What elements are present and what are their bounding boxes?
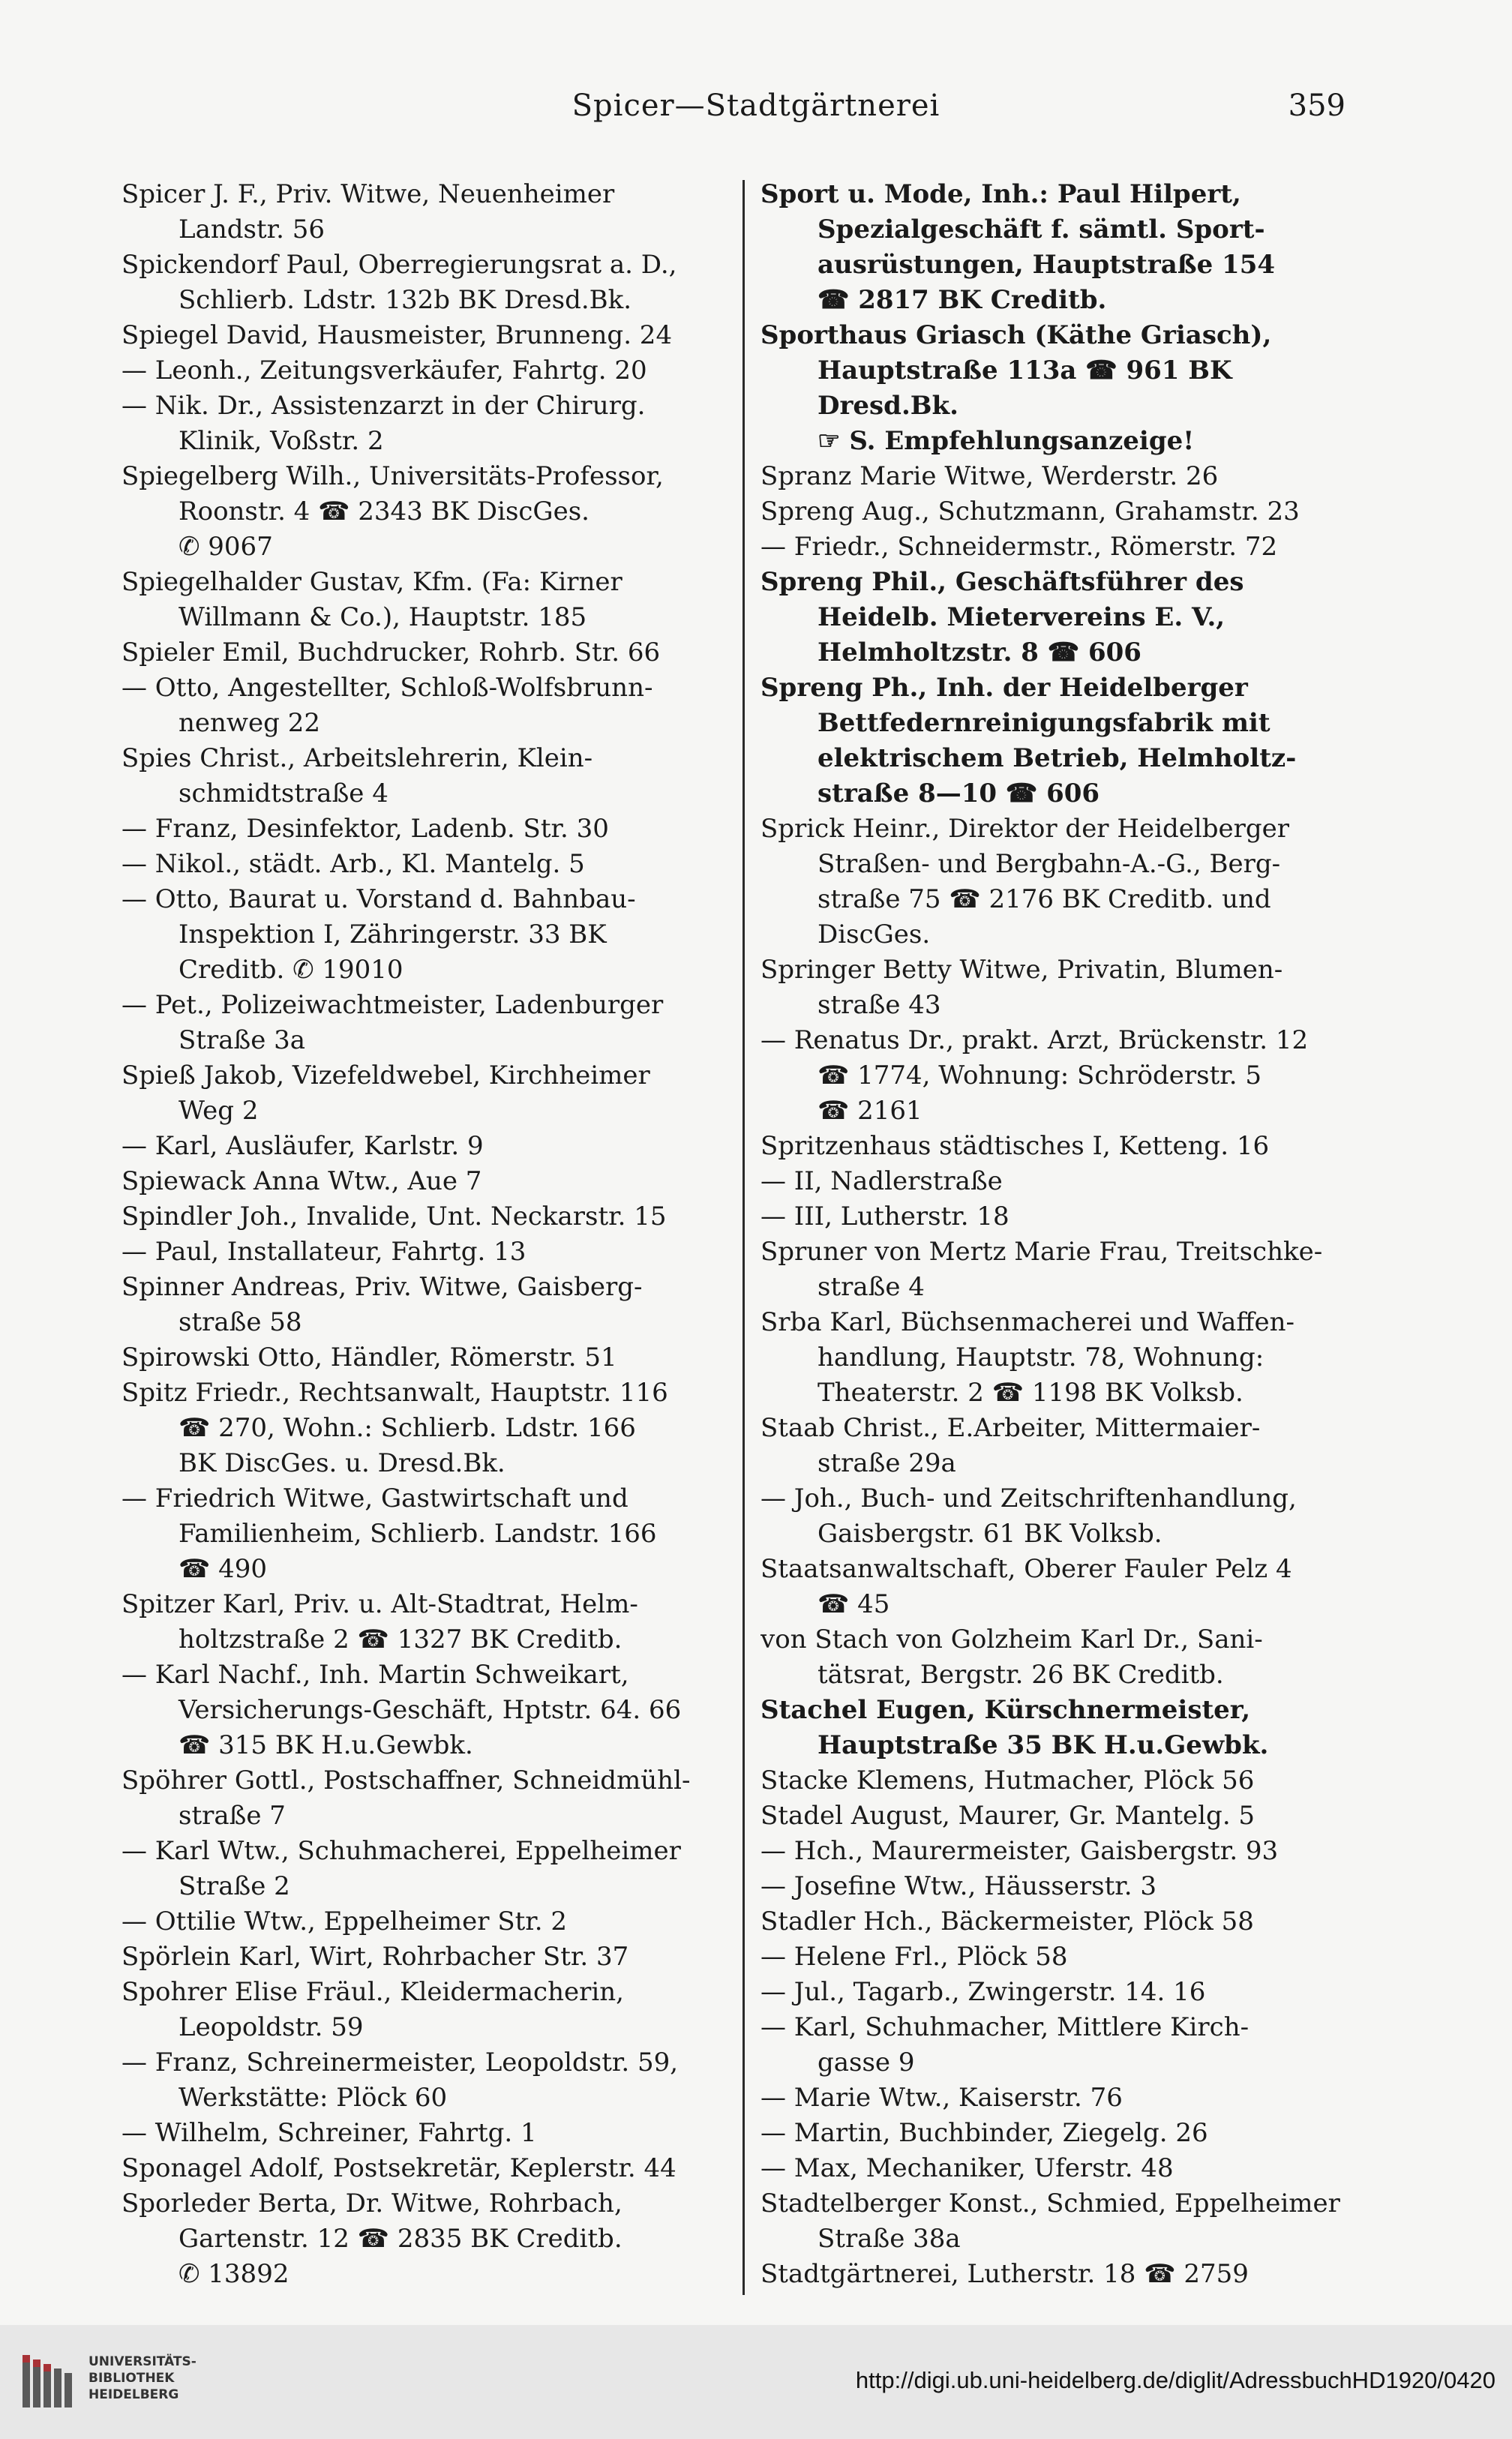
- entry-continuation-line: Straße 38a: [818, 2224, 961, 2254]
- entry-continuation-line: Hauptstraße 113a ☎ 961 BK: [818, 356, 1232, 386]
- directory-entry: [122, 248, 725, 318]
- directory-entry: [122, 1904, 725, 1940]
- entry-continuation-line: nenweg 22: [178, 708, 320, 738]
- entry-continuation-line: tätsrat, Bergstr. 26 BK Creditb.: [818, 1660, 1224, 1690]
- entry-line: Sport u. Mode, Inh.: Paul Hilpert,: [760, 179, 1241, 209]
- directory-entry: [122, 1587, 725, 1658]
- entry-line: — Marie Wtw., Kaiserstr. 76: [760, 2083, 1123, 2113]
- directory-entry: [122, 177, 725, 248]
- entry-line: Spritzenhaus städtisches I, Ketteng. 16: [760, 1131, 1270, 1161]
- entry-line: — III, Lutherstr. 18: [760, 1202, 1010, 1232]
- entry-continuation-line: Straße 3a: [178, 1025, 306, 1055]
- entry-continuation-line: Landstr. 56: [178, 214, 326, 244]
- entry-line: — Friedr., Schneidermstr., Römerstr. 72: [760, 532, 1278, 562]
- entry-continuation-line: Familienheim, Schlierb. Landstr. 166: [178, 1519, 657, 1549]
- entry-line: — Leonh., Zeitungsverkäufer, Fahrtg. 20: [122, 356, 647, 386]
- entry-continuation-line: Roonstr. 4 ☎ 2343 BK DiscGes.: [178, 496, 590, 526]
- entry-line: von Stach von Golzheim Karl Dr., Sani-: [760, 1624, 1263, 1654]
- entry-continuation-line: Straßen- und Bergbahn-A.-G., Berg-: [818, 849, 1281, 879]
- entry-line: Stadtgärtnerei, Lutherstr. 18 ☎ 2759: [760, 2259, 1249, 2289]
- entry-line: — Wilhelm, Schreiner, Fahrtg. 1: [122, 2118, 537, 2148]
- directory-entry: [760, 1940, 1364, 1975]
- entry-line: — Martin, Buchbinder, Ziegelg. 26: [760, 2118, 1208, 2148]
- entry-line: Spindler Joh., Invalide, Unt. Neckarstr. 15: [122, 1202, 667, 1232]
- entry-line: — Franz, Schreinermeister, Leopoldstr. 59,: [122, 2048, 679, 2078]
- entry-line: — Nikol., städt. Arb., Kl. Mantelg. 5: [122, 849, 585, 879]
- entry-line: — Otto, Angestellter, Schloß-Wolfsbrunn-: [122, 673, 653, 703]
- entry-continuation-line: Dresd.Bk.: [818, 391, 958, 421]
- entry-line: Spieß Jakob, Vizefeldwebel, Kirchheimer: [122, 1060, 650, 1090]
- entry-line: Spreng Aug., Schutzmann, Grahamstr. 23: [760, 496, 1300, 526]
- entry-line: Spranz Marie Witwe, Werderstr. 26: [760, 461, 1219, 491]
- entry-continuation-line: holtzstraße 2 ☎ 1327 BK Creditb.: [178, 1624, 622, 1654]
- directory-entry: [122, 2116, 725, 2151]
- permalink-url[interactable]: http://digi.ub.uni-heidelberg.de/diglit/AdressbuchHD1920/0420: [855, 2367, 1496, 2393]
- directory-entry: [760, 494, 1364, 530]
- entry-continuation-line: Helmholtzstr. 8 ☎ 606: [818, 638, 1142, 668]
- entry-continuation-line: straße 75 ☎ 2176 BK Creditb. und: [818, 884, 1271, 914]
- entry-line: Spohrer Elise Fräul., Kleidermacherin,: [122, 1977, 624, 2007]
- directory-entry: [760, 1904, 1364, 1940]
- entry-continuation-line: Leopoldstr. 59: [178, 2012, 364, 2042]
- directory-entry: [760, 1834, 1364, 1869]
- entry-line: Sprick Heinr., Direktor der Heidelberger: [760, 814, 1290, 844]
- directory-entry: [122, 1834, 725, 1904]
- directory-entry: [122, 1234, 725, 1270]
- directory-entry: [122, 1658, 725, 1763]
- directory-entry: [760, 459, 1364, 494]
- entry-continuation-line: elektrischem Betrieb, Helmholtz-: [818, 743, 1297, 773]
- entry-line: Springer Betty Witwe, Privatin, Blumen-: [760, 955, 1283, 985]
- entry-continuation-line: ✆ 9067: [178, 532, 273, 562]
- entry-line: — Otto, Baurat u. Vorstand d. Bahnbau-: [122, 884, 636, 914]
- library-name: [88, 2354, 196, 2403]
- entry-line: Sporleder Berta, Dr. Witwe, Rohrbach,: [122, 2188, 622, 2218]
- entry-line: Spreng Phil., Geschäftsführer des: [760, 567, 1244, 597]
- directory-entry: [760, 1552, 1364, 1622]
- directory-entry: [760, 1023, 1364, 1129]
- entry-line: Spörlein Karl, Wirt, Rohrbacher Str. 37: [122, 1942, 629, 1972]
- entry-continuation-line: ☎ 2817 BK Creditb.: [818, 285, 1107, 315]
- entry-continuation-line: Gaisbergstr. 61 BK Volksb.: [818, 1519, 1162, 1549]
- entry-continuation-line: Bettfedernreinigungsfabrik mit: [818, 708, 1270, 738]
- directory-entry: [760, 1975, 1364, 2010]
- entry-line: Spiegelhalder Gustav, Kfm. (Fa: Kirner: [122, 567, 622, 597]
- directory-entry: [760, 1622, 1364, 1693]
- directory-entry: [122, 459, 725, 565]
- directory-entry: [760, 1798, 1364, 1834]
- directory-entry: [122, 741, 725, 812]
- directory-entry: [122, 318, 725, 353]
- entry-line: — Hch., Maurermeister, Gaisbergstr. 93: [760, 1836, 1279, 1866]
- entry-line: Spitzer Karl, Priv. u. Alt-Stadtrat, Helm-: [122, 1589, 638, 1619]
- directory-entry: [760, 1869, 1364, 1904]
- entry-continuation-line: Gartenstr. 12 ☎ 2835 BK Creditb.: [178, 2224, 622, 2254]
- entry-line: — Josefine Wtw., Häusserstr. 3: [760, 1871, 1157, 1901]
- directory-entry: [122, 388, 725, 459]
- entry-line: Spirowski Otto, Händler, Römerstr. 51: [122, 1342, 617, 1372]
- entry-continuation-line: straße 8—10 ☎ 606: [818, 778, 1100, 808]
- library-name-line: UNIVERSITÄTS-: [88, 2354, 196, 2369]
- entry-continuation-line: Spezialgeschäft f. sämtl. Sport-: [818, 214, 1265, 244]
- entry-continuation-line: ☎ 315 BK H.u.Gewbk.: [178, 1730, 473, 1760]
- directory-entry: [122, 635, 725, 670]
- entry-line: Spiegel David, Hausmeister, Brunneng. 24: [122, 320, 673, 350]
- entry-line: — Karl Nachf., Inh. Martin Schweikart,: [122, 1660, 629, 1690]
- directory-entry: [122, 1340, 725, 1376]
- entry-line: — Friedrich Witwe, Gastwirtschaft und: [122, 1484, 628, 1514]
- library-logo-icon: [15, 2349, 80, 2414]
- entry-continuation-line: ausrüstungen, Hauptstraße 154: [818, 250, 1276, 280]
- entry-continuation-line: Versicherungs-Geschäft, Hptstr. 64. 66: [178, 1695, 682, 1725]
- directory-entry: [760, 318, 1364, 459]
- entry-continuation-line: Heidelb. Mietervereins E. V.,: [818, 602, 1226, 632]
- directory-entry: [760, 670, 1364, 812]
- entry-line: — Renatus Dr., prakt. Arzt, Brückenstr. 12: [760, 1025, 1309, 1055]
- directory-entry: [760, 1129, 1364, 1164]
- directory-entry: [760, 1234, 1364, 1305]
- directory-entry: [122, 847, 725, 882]
- entry-line: — Paul, Installateur, Fahrtg. 13: [122, 1237, 526, 1267]
- running-head: [0, 88, 1512, 134]
- entry-line: — Jul., Tagarb., Zwingerstr. 14. 16: [760, 1977, 1206, 2007]
- entry-continuation-line: ☎ 2161: [818, 1096, 922, 1126]
- entry-continuation-line: BK DiscGes. u. Dresd.Bk.: [178, 1448, 506, 1478]
- directory-entry: [122, 2186, 725, 2292]
- viewer-footer: [0, 2325, 1512, 2439]
- entry-line: Spickendorf Paul, Oberregierungsrat a. D.,: [122, 250, 677, 280]
- entry-continuation-line: Theaterstr. 2 ☎ 1198 BK Volksb.: [818, 1378, 1244, 1408]
- entry-line: Spies Christ., Arbeitslehrerin, Klein-: [122, 743, 593, 773]
- directory-entry: [760, 2080, 1364, 2116]
- entry-continuation-line: straße 29a: [818, 1448, 956, 1478]
- entry-line: Spitz Friedr., Rechtsanwalt, Hauptstr. 116: [122, 1378, 668, 1408]
- directory-entry: [122, 1270, 725, 1340]
- right-column: [760, 177, 1364, 2292]
- entry-continuation-line: straße 7: [178, 1801, 286, 1831]
- entry-line: Spieler Emil, Buchdrucker, Rohrb. Str. 66: [122, 638, 661, 668]
- directory-entry: [760, 2257, 1364, 2292]
- directory-entry: [760, 1411, 1364, 1481]
- directory-entry: [122, 2151, 725, 2186]
- directory-entry: [760, 2186, 1364, 2257]
- directory-entry: [122, 1940, 725, 1975]
- entry-line: — Karl Wtw., Schuhmacherei, Eppelheimer: [122, 1836, 681, 1866]
- directory-entry: [760, 2116, 1364, 2151]
- library-name-line: HEIDELBERG: [88, 2387, 179, 2402]
- entry-continuation-line: Werkstätte: Plöck 60: [178, 2083, 448, 2113]
- entry-line: Staab Christ., E.Arbeiter, Mittermaier-: [760, 1413, 1261, 1443]
- entry-line: Spiegelberg Wilh., Universitäts-Professor,: [122, 461, 664, 491]
- directory-entry: [122, 1058, 725, 1129]
- column-divider: [742, 180, 745, 2295]
- entry-continuation-line: straße 58: [178, 1307, 302, 1337]
- directory-entry: [122, 1481, 725, 1587]
- directory-entry: [122, 565, 725, 635]
- library-name-line: BIBLIOTHEK: [88, 2371, 175, 2386]
- entry-continuation-line: Hauptstraße 35 BK H.u.Gewbk.: [818, 1730, 1269, 1760]
- entry-line: — Max, Mechaniker, Uferstr. 48: [760, 2153, 1174, 2183]
- directory-entry: [760, 1199, 1364, 1234]
- entry-line: Srba Karl, Büchsenmacherei und Waffen-: [760, 1307, 1295, 1337]
- entry-line: Spruner von Mertz Marie Frau, Treitschke-: [760, 1237, 1323, 1267]
- entry-line: Spinner Andreas, Priv. Witwe, Gaisberg-: [122, 1272, 643, 1302]
- entry-line: Spöhrer Gottl., Postschaffner, Schneidmühl-: [122, 1766, 691, 1796]
- entry-continuation-line: Creditb. ✆ 19010: [178, 955, 404, 985]
- entry-continuation-line: ☎ 490: [178, 1554, 268, 1584]
- directory-entry: [760, 2010, 1364, 2080]
- entry-continuation-line: ☎ 45: [818, 1589, 890, 1619]
- page-number: 359: [1288, 88, 1346, 123]
- entry-line: Stadler Hch., Bäckermeister, Plöck 58: [760, 1906, 1254, 1936]
- entry-continuation-line: straße 4: [818, 1272, 925, 1302]
- directory-entry: [760, 1763, 1364, 1798]
- directory-entry: [760, 1481, 1364, 1552]
- directory-entry: [760, 565, 1364, 670]
- entry-continuation-line: DiscGes.: [818, 920, 931, 950]
- entry-continuation-line: ☎ 1774, Wohnung: Schröderstr. 5: [818, 1060, 1262, 1090]
- entry-line: Stadtelberger Konst., Schmied, Eppelheimer: [760, 2188, 1340, 2218]
- entry-continuation-line: gasse 9: [818, 2048, 915, 2078]
- entry-continuation-line: schmidtstraße 4: [178, 778, 388, 808]
- entry-continuation-line: Klinik, Voßstr. 2: [178, 426, 384, 456]
- entry-line: — Pet., Polizeiwachtmeister, Ladenburger: [122, 990, 664, 1020]
- directory-entry: [122, 1164, 725, 1199]
- directory-entry: [122, 1376, 725, 1481]
- entry-line: — Franz, Desinfektor, Ladenb. Str. 30: [122, 814, 609, 844]
- directory-entry: [122, 1129, 725, 1164]
- directory-entry: [122, 1763, 725, 1834]
- directory-entry: [760, 1305, 1364, 1411]
- entry-line: — Ottilie Wtw., Eppelheimer Str. 2: [122, 1906, 568, 1936]
- entry-continuation-line: Schlierb. Ldstr. 132b BK Dresd.Bk.: [178, 285, 632, 315]
- directory-entry: [760, 952, 1364, 1023]
- entry-line: Sponagel Adolf, Postsekretär, Keplerstr. 44: [122, 2153, 676, 2183]
- entry-line: — Nik. Dr., Assistenzarzt in der Chirurg.: [122, 391, 646, 421]
- directory-entry: [760, 177, 1364, 318]
- entry-line: — Karl, Schuhmacher, Mittlere Kirch-: [760, 2012, 1250, 2042]
- entry-continuation-line: Straße 2: [178, 1871, 290, 1901]
- entry-continuation-line: ☎ 270, Wohn.: Schlierb. Ldstr. 166: [178, 1413, 636, 1443]
- directory-entry: [122, 988, 725, 1058]
- entry-continuation-line: straße 43: [818, 990, 941, 1020]
- entry-continuation-line: ✆ 13892: [178, 2259, 290, 2289]
- entry-continuation-line: ☞ S. Empfehlungsanzeige!: [818, 426, 1195, 456]
- directory-entry: [122, 670, 725, 741]
- entry-line: Spicer J. F., Priv. Witwe, Neuenheimer: [122, 179, 615, 209]
- directory-entry: [760, 2151, 1364, 2186]
- directory-entry: [760, 530, 1364, 565]
- left-column: [122, 177, 725, 2292]
- directory-entry: [122, 2045, 725, 2116]
- entry-line: — Karl, Ausläufer, Karlstr. 9: [122, 1131, 484, 1161]
- directory-entry: [122, 1199, 725, 1234]
- entry-line: Stadel August, Maurer, Gr. Mantelg. 5: [760, 1801, 1256, 1831]
- entry-line: — Joh., Buch- und Zeitschriftenhandlung,: [760, 1484, 1297, 1514]
- entry-line: — II, Nadlerstraße: [760, 1166, 1003, 1196]
- entry-line: Stacke Klemens, Hutmacher, Plöck 56: [760, 1766, 1255, 1796]
- directory-entry: [760, 1164, 1364, 1199]
- directory-entry: [122, 882, 725, 988]
- entry-line: — Helene Frl., Plöck 58: [760, 1942, 1068, 1972]
- entry-continuation-line: Willmann & Co.), Hauptstr. 185: [178, 602, 587, 632]
- directory-entry: [122, 812, 725, 847]
- entry-continuation-line: Weg 2: [178, 1096, 259, 1126]
- directory-entry: [760, 1693, 1364, 1763]
- directory-entry: [122, 1975, 725, 2045]
- entry-line: Sporthaus Griasch (Käthe Griasch),: [760, 320, 1272, 350]
- entry-line: Spreng Ph., Inh. der Heidelberger: [760, 673, 1248, 703]
- entry-continuation-line: Inspektion I, Zähringerstr. 33 BK: [178, 920, 607, 950]
- running-title: Spicer—Stadtgärtnerei: [572, 88, 940, 123]
- entry-line: Spiewack Anna Wtw., Aue 7: [122, 1166, 482, 1196]
- entry-continuation-line: handlung, Hauptstr. 78, Wohnung:: [818, 1342, 1264, 1372]
- entry-line: Staatsanwaltschaft, Oberer Fauler Pelz 4: [760, 1554, 1292, 1584]
- directory-columns: [122, 177, 1366, 2322]
- directory-entry: [122, 353, 725, 388]
- entry-line: Stachel Eugen, Kürschnermeister,: [760, 1695, 1251, 1725]
- directory-entry: [760, 812, 1364, 952]
